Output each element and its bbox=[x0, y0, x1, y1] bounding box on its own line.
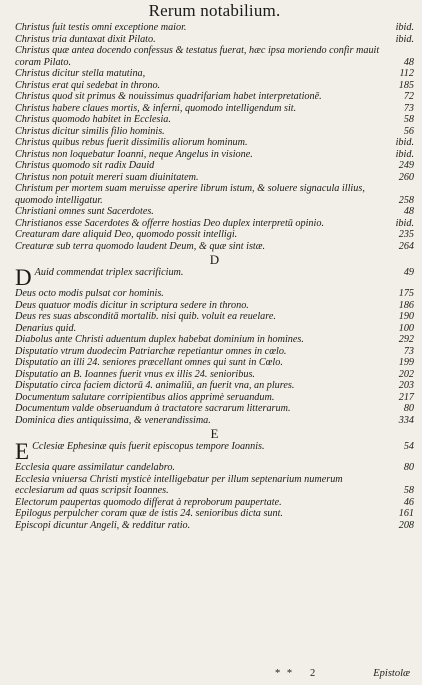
entry-text bbox=[15, 346, 388, 358]
entry-label: Documentum valde obseruandum à tractatore sacrarum litterarum. bbox=[15, 403, 291, 414]
section-letter-e: E bbox=[210, 426, 219, 441]
index-entry bbox=[15, 357, 414, 369]
page-reference: 46 bbox=[403, 496, 414, 508]
index-entry bbox=[15, 311, 414, 323]
page-reference: 72 bbox=[403, 91, 414, 102]
entry-label: Christus dicitur stella matutina, bbox=[15, 68, 146, 79]
page-reference: 203 bbox=[398, 380, 414, 391]
entry-text bbox=[15, 241, 388, 253]
index-entry bbox=[15, 369, 414, 381]
entry-text bbox=[15, 126, 388, 138]
entry-label: Christus quod sit primus & nouissimus quadrifariam habet interpretationē. bbox=[15, 91, 322, 102]
index-entry bbox=[15, 137, 414, 149]
page-reference: 48 bbox=[403, 56, 414, 68]
page-reference: 258 bbox=[398, 194, 414, 206]
page-reference: 73 bbox=[403, 102, 414, 114]
entry-text bbox=[15, 183, 388, 206]
entry-text bbox=[15, 403, 388, 415]
index-entry bbox=[15, 183, 414, 206]
entry-label: Disputatio vtrum duodecim Patriarchæ repetiantur omnes in cœlo. bbox=[15, 345, 287, 357]
entry-label: Disputatio circa faciem dictorū 4. animaliū, an fuerit vna, an plures. bbox=[15, 380, 295, 391]
page-reference: ibid. bbox=[395, 22, 414, 33]
entry-text bbox=[15, 103, 388, 115]
entry-label: Christus quomodo habitet in Ecclesia. bbox=[15, 114, 171, 125]
entry-label: Disputatio an B. Ioannes fuerit vnus ex illis 24. senioribus. bbox=[15, 368, 255, 380]
entry-label: Christus fuit testis omni exceptione maior. bbox=[15, 22, 187, 33]
entry-text bbox=[15, 520, 388, 532]
index-entry bbox=[15, 441, 414, 462]
index-entry bbox=[15, 91, 414, 103]
entry-label: Disputatio an illi 24. seniores præcellant omnes qui sunt in Cœlo. bbox=[15, 357, 283, 368]
index-entry bbox=[15, 288, 414, 300]
index-section-d bbox=[15, 267, 414, 426]
index-entry bbox=[15, 172, 414, 184]
index-entry bbox=[15, 474, 414, 497]
entry-text bbox=[15, 68, 388, 80]
page-reference: 80 bbox=[403, 462, 414, 473]
entry-text bbox=[15, 34, 388, 46]
page-reference: 235 bbox=[398, 229, 414, 240]
index-section-e bbox=[15, 441, 414, 531]
drop-capital: E bbox=[15, 441, 30, 462]
page-reference: 260 bbox=[398, 171, 414, 183]
entry-label: Diabolus ante Christi aduentum duplex habebat dominium in homines. bbox=[15, 334, 304, 345]
entry-text bbox=[15, 462, 388, 474]
page-reference: 161 bbox=[398, 508, 414, 519]
page-reference: 100 bbox=[398, 322, 414, 334]
entry-text bbox=[15, 288, 388, 300]
entry-text bbox=[15, 415, 388, 427]
entry-text bbox=[15, 218, 388, 230]
index-section-c bbox=[15, 22, 414, 252]
page-reference: 202 bbox=[398, 368, 414, 380]
entry-text bbox=[15, 80, 388, 92]
page-reference: 80 bbox=[403, 403, 414, 414]
entry-text bbox=[15, 172, 388, 184]
entry-label: Epilogus perpulcher coram quæ de istis 24. senioribus dicta sunt. bbox=[15, 508, 283, 519]
entry-text bbox=[15, 114, 388, 126]
index-entry bbox=[15, 34, 414, 46]
index-entry bbox=[15, 508, 414, 520]
index-entry bbox=[15, 160, 414, 172]
entry-label: Christus non loquebatur Ioanni, neque Angelus in visione. bbox=[15, 148, 253, 160]
entry-label: Christus dicitur similis filio hominis. bbox=[15, 125, 165, 137]
page-reference: 54 bbox=[403, 441, 414, 452]
index-entry bbox=[15, 206, 414, 218]
entry-text bbox=[15, 137, 388, 149]
index-entry bbox=[15, 300, 414, 312]
entry-text bbox=[15, 311, 388, 323]
entry-label: Creaturam dare aliquid Deo, quomodo possit intelligi. bbox=[15, 229, 238, 240]
page-reference: 199 bbox=[398, 357, 414, 368]
page-reference: 48 bbox=[403, 206, 414, 217]
entry-label: Episcopi dicuntur Angeli, & redditur ratio. bbox=[15, 519, 191, 531]
page-reference: ibid. bbox=[395, 137, 414, 148]
index-entry bbox=[15, 520, 414, 532]
index-entry bbox=[15, 45, 414, 68]
page-reference: 112 bbox=[399, 68, 414, 79]
page-reference: 292 bbox=[398, 334, 414, 345]
drop-capital: D bbox=[15, 267, 32, 288]
entry-label: Ecclesia vniuersa Christi mysticè intelligebatur per illum septenarium numerum ecclesiarum ad quas scripsit Ioannes. bbox=[15, 473, 343, 496]
index-entry bbox=[15, 149, 414, 161]
page-reference: 249 bbox=[398, 160, 414, 171]
page-reference: 185 bbox=[398, 79, 414, 91]
index-entry bbox=[15, 323, 414, 335]
entry-text bbox=[15, 229, 388, 241]
catchword: Epistolæ bbox=[373, 668, 410, 679]
page-reference: 190 bbox=[398, 311, 414, 322]
entry-text bbox=[15, 45, 388, 68]
entry-text bbox=[15, 392, 388, 404]
entry-text bbox=[15, 357, 388, 369]
index-entry bbox=[15, 380, 414, 392]
entry-label: Christus tria duntaxat dixit Pilato. bbox=[15, 33, 156, 45]
index-entry bbox=[15, 267, 414, 288]
page-reference: 58 bbox=[403, 114, 414, 125]
page-reference: ibid. bbox=[395, 217, 414, 229]
entry-text bbox=[15, 206, 388, 218]
entry-label: Cclesiæ Ephesinæ quis fuerit episcopus tempore Ioannis. bbox=[32, 441, 265, 452]
index-entry bbox=[15, 392, 414, 404]
entry-label: Christiani omnes sunt Sacerdotes. bbox=[15, 206, 154, 217]
entry-label: Christus quomodo sit radix Dauid bbox=[15, 160, 155, 171]
entry-text bbox=[15, 300, 388, 312]
entry-text bbox=[15, 474, 388, 497]
index-entry bbox=[15, 497, 414, 509]
entry-label: Christus habere claues mortis, & inferni, quomodo intelligendum sit. bbox=[15, 102, 297, 114]
index-entry bbox=[15, 403, 414, 415]
entry-label: Christus erat qui sedebat in throno. bbox=[15, 79, 161, 91]
entry-label: Deus quatuor modis dicitur in scriptura sedere in throno. bbox=[15, 299, 249, 311]
index-entry bbox=[15, 80, 414, 92]
signature-mark: * * bbox=[275, 668, 295, 679]
entry-label: Christum per mortem suam meruisse aperire librum istum, & soluere signacula illius, quomodo intelligatur. bbox=[15, 183, 365, 206]
entry-text bbox=[15, 22, 388, 34]
entry-label: Electorum paupertas quomodo differat à reproborum paupertate. bbox=[15, 496, 282, 508]
entry-text bbox=[15, 497, 388, 509]
leaf-number: 2 bbox=[310, 668, 316, 679]
entry-text bbox=[15, 334, 388, 346]
index-entry bbox=[15, 241, 414, 253]
page-reference: 73 bbox=[403, 345, 414, 357]
entry-label: Documentum salutare corripientibus alios apprimè seruandum. bbox=[15, 391, 275, 403]
entry-label: Dominica dies antiquissima, & venerandissima. bbox=[15, 414, 211, 426]
entry-label: Christus quæ antea docendo confessus & testatus fuerat, hæc ipsa moriendo confir mauit coram Pilato. bbox=[15, 45, 380, 68]
index-entry bbox=[15, 462, 414, 474]
index-entry bbox=[15, 415, 414, 427]
entry-label: Christianos esse Sacerdotes & offerre hostias Deo duplex interpretū opinio. bbox=[15, 217, 324, 229]
page-reference: 49 bbox=[403, 267, 414, 278]
entry-label: Christus quibus rebus fuerit dissimilis aliorum hominum. bbox=[15, 137, 248, 148]
entry-label: Deus res suas absconditā mortalib. nisi quib. voluit ea reuelare. bbox=[15, 311, 276, 322]
entry-label: Denarius quid. bbox=[15, 322, 77, 334]
entry-text bbox=[15, 441, 388, 462]
entry-text bbox=[15, 160, 388, 172]
entry-label: Deus octo modis pulsat cor hominis. bbox=[15, 288, 164, 299]
index-entry bbox=[15, 103, 414, 115]
page-reference: 334 bbox=[398, 414, 414, 426]
page-reference: 58 bbox=[403, 485, 414, 496]
page-reference: 56 bbox=[403, 125, 414, 137]
page-reference: ibid. bbox=[395, 148, 414, 160]
page-reference: 175 bbox=[398, 288, 414, 299]
entry-text bbox=[15, 380, 388, 392]
entry-label: Christus non potuit mereri suam diuinitatem. bbox=[15, 171, 199, 183]
page-title: Rerum notabilium. bbox=[148, 1, 281, 20]
index-entry bbox=[15, 229, 414, 241]
entry-text bbox=[15, 91, 388, 103]
entry-text bbox=[15, 267, 388, 288]
page-footer bbox=[0, 668, 422, 682]
entry-label: Ecclesia quare assimilatur candelabro. bbox=[15, 462, 175, 473]
index-entry bbox=[15, 334, 414, 346]
index-entry bbox=[15, 346, 414, 358]
entry-label: Auid commendat triplex sacrificium. bbox=[34, 267, 184, 278]
page-reference: 186 bbox=[398, 299, 414, 311]
index-entry bbox=[15, 218, 414, 230]
index-entry bbox=[15, 126, 414, 138]
section-letter-d: D bbox=[209, 252, 220, 267]
page-reference: ibid. bbox=[395, 33, 414, 45]
entry-text bbox=[15, 323, 388, 335]
index-entry bbox=[15, 68, 414, 80]
index-entry bbox=[15, 22, 414, 34]
entry-label: Creaturæ sub terra quomodo laudent Deum, & quæ sint istæ. bbox=[15, 240, 266, 252]
page-reference: 217 bbox=[398, 391, 414, 403]
entry-text bbox=[15, 369, 388, 381]
index-entry bbox=[15, 114, 414, 126]
page-reference: 208 bbox=[398, 519, 414, 531]
page-reference: 264 bbox=[398, 240, 414, 252]
entry-text bbox=[15, 149, 388, 161]
entry-text bbox=[15, 508, 388, 520]
